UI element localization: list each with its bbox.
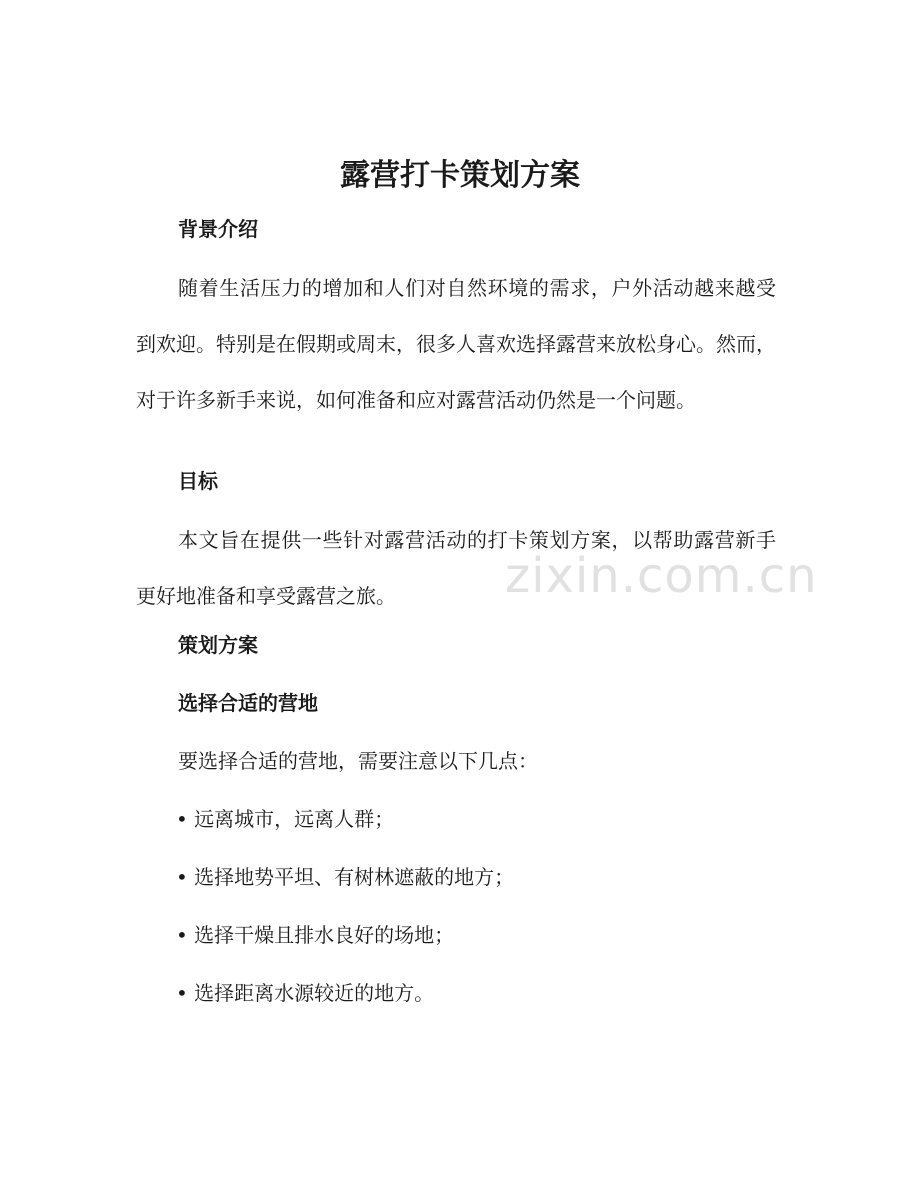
list-item: • 选择地势平坦、有树林遮蔽的地方； <box>176 865 515 889</box>
paragraph-background: 随着生活压力的增加和人们对自然环境的需求，户外活动越来越受到欢迎。特别是在假期或周末，很多人喜欢选择露营来放松身心。然而，对于许多新手来说，如何准备和应对露营活动仍然是一个问题。 <box>136 276 776 412</box>
document-title: 露营打卡策划方案 <box>340 158 580 193</box>
list-item: • 选择距离水源较近的地方。 <box>176 981 435 1005</box>
paragraph-goal: 本文旨在提供一些针对露营活动的打卡策划方案，以帮助露营新手更好地准备和享受露营之旅。 <box>136 528 776 608</box>
list-item: • 选择干燥且排水良好的场地； <box>176 923 455 947</box>
heading-site-selection: 选择合适的营地 <box>178 691 318 715</box>
list-item: • 远离城市，远离人群； <box>176 807 395 831</box>
watermark-text: zixin.com.cn <box>505 548 818 604</box>
heading-plan: 策划方案 <box>178 633 258 657</box>
heading-goal: 目标 <box>178 469 218 493</box>
site-intro-text: 要选择合适的营地，需要注意以下几点： <box>178 749 538 773</box>
heading-background: 背景介绍 <box>178 217 258 241</box>
